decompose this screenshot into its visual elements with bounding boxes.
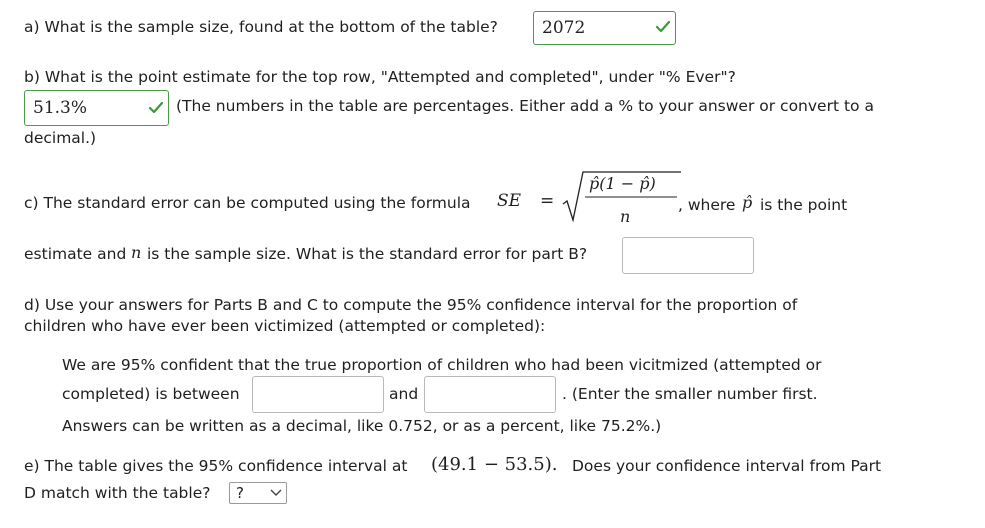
part-c-line2-pre: estimate and	[24, 245, 127, 263]
sample-size-value: 2072	[542, 18, 586, 38]
match-select[interactable]	[229, 482, 287, 504]
part-e-line2: D match with the table?	[24, 484, 211, 502]
formula-denominator: n	[620, 207, 631, 226]
ci-lower-input[interactable]	[252, 376, 384, 413]
point-estimate-value: 51.3%	[33, 98, 88, 118]
part-b-question: b) What is the point estimate for the top row, "Attempted and completed", under "% Ever"?	[24, 68, 736, 86]
part-c-point: is the point	[760, 196, 848, 214]
part-a-question: a) What is the sample size, found at the bottom of the table?	[24, 18, 498, 36]
part-d-inner-line3: Answers can be written as a decimal, like 0.752, or as a percent, like 75.2%.)	[62, 417, 662, 435]
part-c-text: c) The standard error can be computed using the formula	[24, 194, 471, 212]
check-icon	[148, 101, 164, 115]
part-e-interval: (49.1 − 53.5).	[431, 454, 558, 475]
part-b-note-line2: decimal.)	[24, 129, 97, 147]
formula-equals: =	[540, 191, 555, 211]
part-d-line1: d) Use your answers for Parts B and C to compute the 95% confidence interval for the proportion of	[24, 296, 798, 314]
part-e-text-pre: e) The table gives the 95% confidence interval at	[24, 457, 408, 475]
part-d-inner-line2-pre: completed) is between	[62, 385, 240, 403]
sample-size-input[interactable]	[533, 11, 676, 45]
part-b-note-line1: (The numbers in the table are percentages. Either add a % to your answer or convert to a	[176, 97, 874, 115]
part-d-line2: children who have ever been victimized (attempted or completed):	[24, 317, 546, 335]
ci-upper-input[interactable]	[424, 376, 556, 413]
standard-error-input[interactable]	[622, 237, 754, 274]
chevron-down-icon	[270, 489, 282, 497]
formula-numerator: p̂(1 − p̂)	[589, 174, 656, 193]
part-c-line2-post: is the sample size. What is the standard error for part B?	[147, 245, 588, 263]
part-e-text-post: Does your confidence interval from Part	[572, 457, 882, 475]
part-d-inner-line1: We are 95% confident that the true proportion of children who had been vicitmized (attempted or	[62, 356, 822, 374]
part-d-inner-line2-post: . (Enter the smaller number first.	[562, 385, 818, 403]
match-select-value: ?	[236, 484, 244, 502]
formula-lhs: SE	[497, 191, 522, 211]
n-symbol: n	[131, 243, 142, 262]
point-estimate-input[interactable]	[24, 90, 169, 126]
part-c-where: , where	[678, 196, 736, 214]
check-icon	[655, 20, 671, 34]
p-hat-symbol: p̂	[742, 193, 753, 212]
and-label: and	[389, 385, 419, 403]
